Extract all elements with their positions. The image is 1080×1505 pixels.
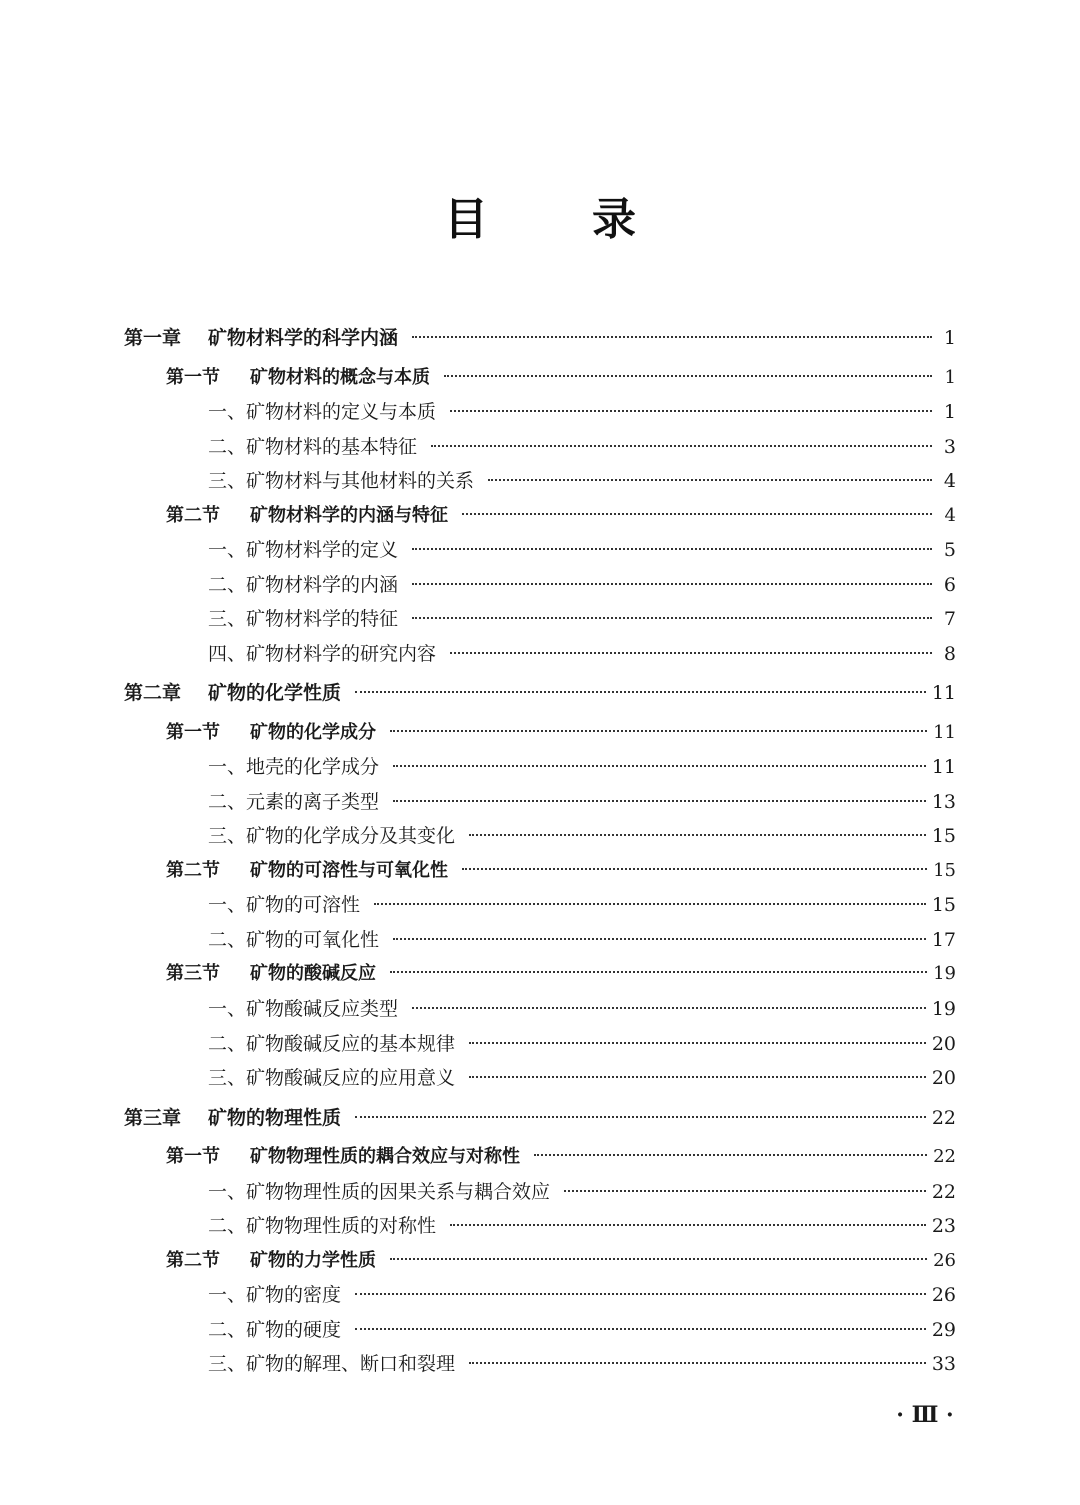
toc-section-number: 第二节 [166, 505, 220, 526]
toc-page-number: 15 [933, 860, 956, 881]
toc-item-title: 二、元素的离子类型 [208, 791, 380, 813]
toc-section-title: 矿物材料学的内涵与特征 [250, 505, 448, 526]
toc-item-title: 一、矿物材料的定义与本质 [208, 401, 437, 423]
toc-chapter-entry [124, 1101, 956, 1135]
dot-leader [469, 1042, 926, 1044]
toc-section-entry [166, 716, 956, 750]
toc-section-title: 矿物的酸碱反应 [250, 963, 376, 984]
toc-item-title: 三、矿物材料学的特征 [208, 608, 399, 630]
toc-page-number: 20 [931, 1067, 956, 1089]
toc-page-number: 33 [931, 1353, 956, 1375]
toc-item-entry [208, 1278, 956, 1312]
toc-section-number: 第一节 [166, 1146, 220, 1167]
dot-leader [444, 375, 932, 377]
toc-section-title: 矿物物理性质的耦合效应与对称性 [250, 1146, 520, 1167]
toc-item-entry [208, 992, 956, 1026]
toc-page-number: 11 [931, 756, 956, 778]
toc-item-title: 一、矿物的可溶性 [208, 894, 361, 916]
toc-chapter-number: 第三章 [124, 1107, 182, 1129]
toc-page-number: 4 [944, 505, 956, 526]
dot-leader [393, 938, 926, 940]
toc-item-entry [208, 923, 956, 957]
toc-page-number: 22 [933, 1146, 956, 1167]
toc-item-entry [208, 1061, 956, 1095]
dot-leader [374, 903, 926, 905]
toc-section-number: 第三节 [166, 963, 220, 984]
toc-item-entry [208, 568, 956, 602]
dot-leader [412, 548, 932, 550]
toc-item-title: 三、矿物的解理、断口和裂理 [208, 1353, 456, 1375]
toc-page-number: 17 [931, 929, 956, 951]
toc-chapter-title: 矿物的物理性质 [208, 1107, 342, 1129]
toc-section-title: 矿物材料的概念与本质 [250, 367, 430, 388]
toc-item-title: 四、矿物材料学的研究内容 [208, 643, 437, 665]
toc-item-entry [208, 602, 956, 636]
toc-item-entry [208, 819, 956, 853]
toc-item-entry [208, 750, 956, 784]
toc-item-title: 一、矿物酸碱反应类型 [208, 998, 399, 1020]
dot-leader [462, 513, 932, 515]
toc-chapter-title: 矿物材料学的科学内涵 [208, 327, 399, 349]
toc-item-entry [208, 785, 956, 819]
toc-item-entry [208, 888, 956, 922]
toc-page-number: 26 [933, 1250, 956, 1271]
toc-page-number: 8 [943, 643, 956, 665]
toc-item-title: 一、地壳的化学成分 [208, 756, 380, 778]
toc-item-title: 三、矿物酸碱反应的应用意义 [208, 1067, 456, 1089]
dot-leader [469, 1362, 926, 1364]
toc-chapter-title: 矿物的化学性质 [208, 682, 342, 704]
dot-leader [355, 1293, 926, 1295]
toc-item-entry [208, 637, 956, 671]
dot-leader [469, 834, 926, 836]
dot-leader [488, 479, 932, 481]
toc-page-number: 15 [931, 894, 956, 916]
dot-leader [390, 971, 927, 973]
toc-item-entry [208, 1027, 956, 1061]
toc-item-title: 一、矿物物理性质的因果关系与耦合效应 [208, 1181, 551, 1203]
toc-item-entry [208, 1347, 956, 1381]
toc-page-number: 19 [933, 963, 956, 984]
toc-chapter-entry [124, 676, 956, 710]
toc-item-title: 二、矿物材料学的内涵 [208, 574, 399, 596]
toc-page-number: 20 [931, 1033, 956, 1055]
toc-page-number: 7 [943, 608, 956, 630]
toc-item-title: 三、矿物的化学成分及其变化 [208, 825, 456, 847]
toc-page-number: 15 [931, 825, 956, 847]
dot-leader [412, 1007, 926, 1009]
dot-leader [355, 1116, 926, 1118]
dot-leader [450, 410, 932, 412]
toc-item-entry [208, 464, 956, 498]
toc-item-title: 二、矿物的硬度 [208, 1319, 342, 1341]
toc-section-title: 矿物的化学成分 [250, 722, 376, 743]
dot-leader [412, 336, 932, 338]
dot-leader [450, 652, 932, 654]
toc-item-entry [208, 395, 956, 429]
dot-leader [390, 730, 927, 732]
toc-page-number: 22 [931, 1107, 956, 1129]
toc-item-entry [208, 533, 956, 567]
toc-item-title: 二、矿物物理性质的对称性 [208, 1215, 437, 1237]
toc-page-number: 5 [943, 539, 956, 561]
toc-section-number: 第二节 [166, 860, 220, 881]
toc-item-title: 三、矿物材料与其他材料的关系 [208, 470, 475, 492]
toc-item-title: 一、矿物的密度 [208, 1284, 342, 1306]
dot-leader [431, 445, 932, 447]
toc-chapter-number: 第一章 [124, 327, 182, 349]
toc-section-entry [166, 1140, 956, 1174]
dot-leader [412, 617, 932, 619]
dot-leader [355, 691, 926, 693]
dot-leader [534, 1154, 927, 1156]
dot-leader [564, 1190, 926, 1192]
toc-section-number: 第一节 [166, 367, 220, 388]
toc-page-number: 26 [931, 1284, 956, 1306]
toc-section-entry [166, 957, 956, 991]
toc-page-number: 1 [944, 367, 956, 388]
toc-section-number: 第二节 [166, 1250, 220, 1271]
toc-section-title: 矿物的力学性质 [250, 1250, 376, 1271]
toc-page-number: 13 [931, 791, 956, 813]
toc-page-number: 11 [933, 722, 956, 743]
toc-section-entry [166, 854, 956, 888]
toc-section-title: 矿物的可溶性与可氧化性 [250, 860, 448, 881]
toc-section-entry [166, 499, 956, 533]
toc-item-title: 二、矿物材料的基本特征 [208, 436, 418, 458]
toc-page-number: 3 [943, 436, 956, 458]
toc-item-entry [208, 430, 956, 464]
toc-page-number: 4 [943, 470, 956, 492]
toc-chapter-entry [124, 321, 956, 355]
toc-item-entry [208, 1313, 956, 1347]
dot-leader [462, 868, 927, 870]
toc-page-number: 1 [943, 327, 956, 349]
toc-section-entry [166, 1244, 956, 1278]
toc-page-number: 1 [943, 401, 956, 423]
toc-item-title: 二、矿物的可氧化性 [208, 929, 380, 951]
dot-leader [450, 1224, 926, 1226]
toc-section-number: 第一节 [166, 722, 220, 743]
dot-leader [412, 583, 932, 585]
dot-leader [393, 765, 926, 767]
toc-section-entry [166, 361, 956, 395]
toc-item-title: 二、矿物酸碱反应的基本规律 [208, 1033, 456, 1055]
toc-page-number: 11 [931, 682, 956, 704]
toc-page-number: 6 [943, 574, 956, 596]
toc-item-title: 一、矿物材料学的定义 [208, 539, 399, 561]
page-title-char-1: 目 [444, 194, 488, 245]
dot-leader [393, 800, 926, 802]
dot-leader [390, 1258, 927, 1260]
toc-page-number: 22 [931, 1181, 956, 1203]
page-title-char-2: 录 [592, 194, 636, 245]
toc-page-number: 29 [931, 1319, 956, 1341]
toc-item-entry [208, 1209, 956, 1243]
page-folio: · Ⅲ · [896, 1402, 954, 1428]
toc-page-number: 23 [931, 1215, 956, 1237]
toc-chapter-number: 第二章 [124, 682, 182, 704]
dot-leader [469, 1076, 926, 1078]
toc-page-number: 19 [931, 998, 956, 1020]
dot-leader [355, 1328, 926, 1330]
toc-item-entry [208, 1175, 956, 1209]
